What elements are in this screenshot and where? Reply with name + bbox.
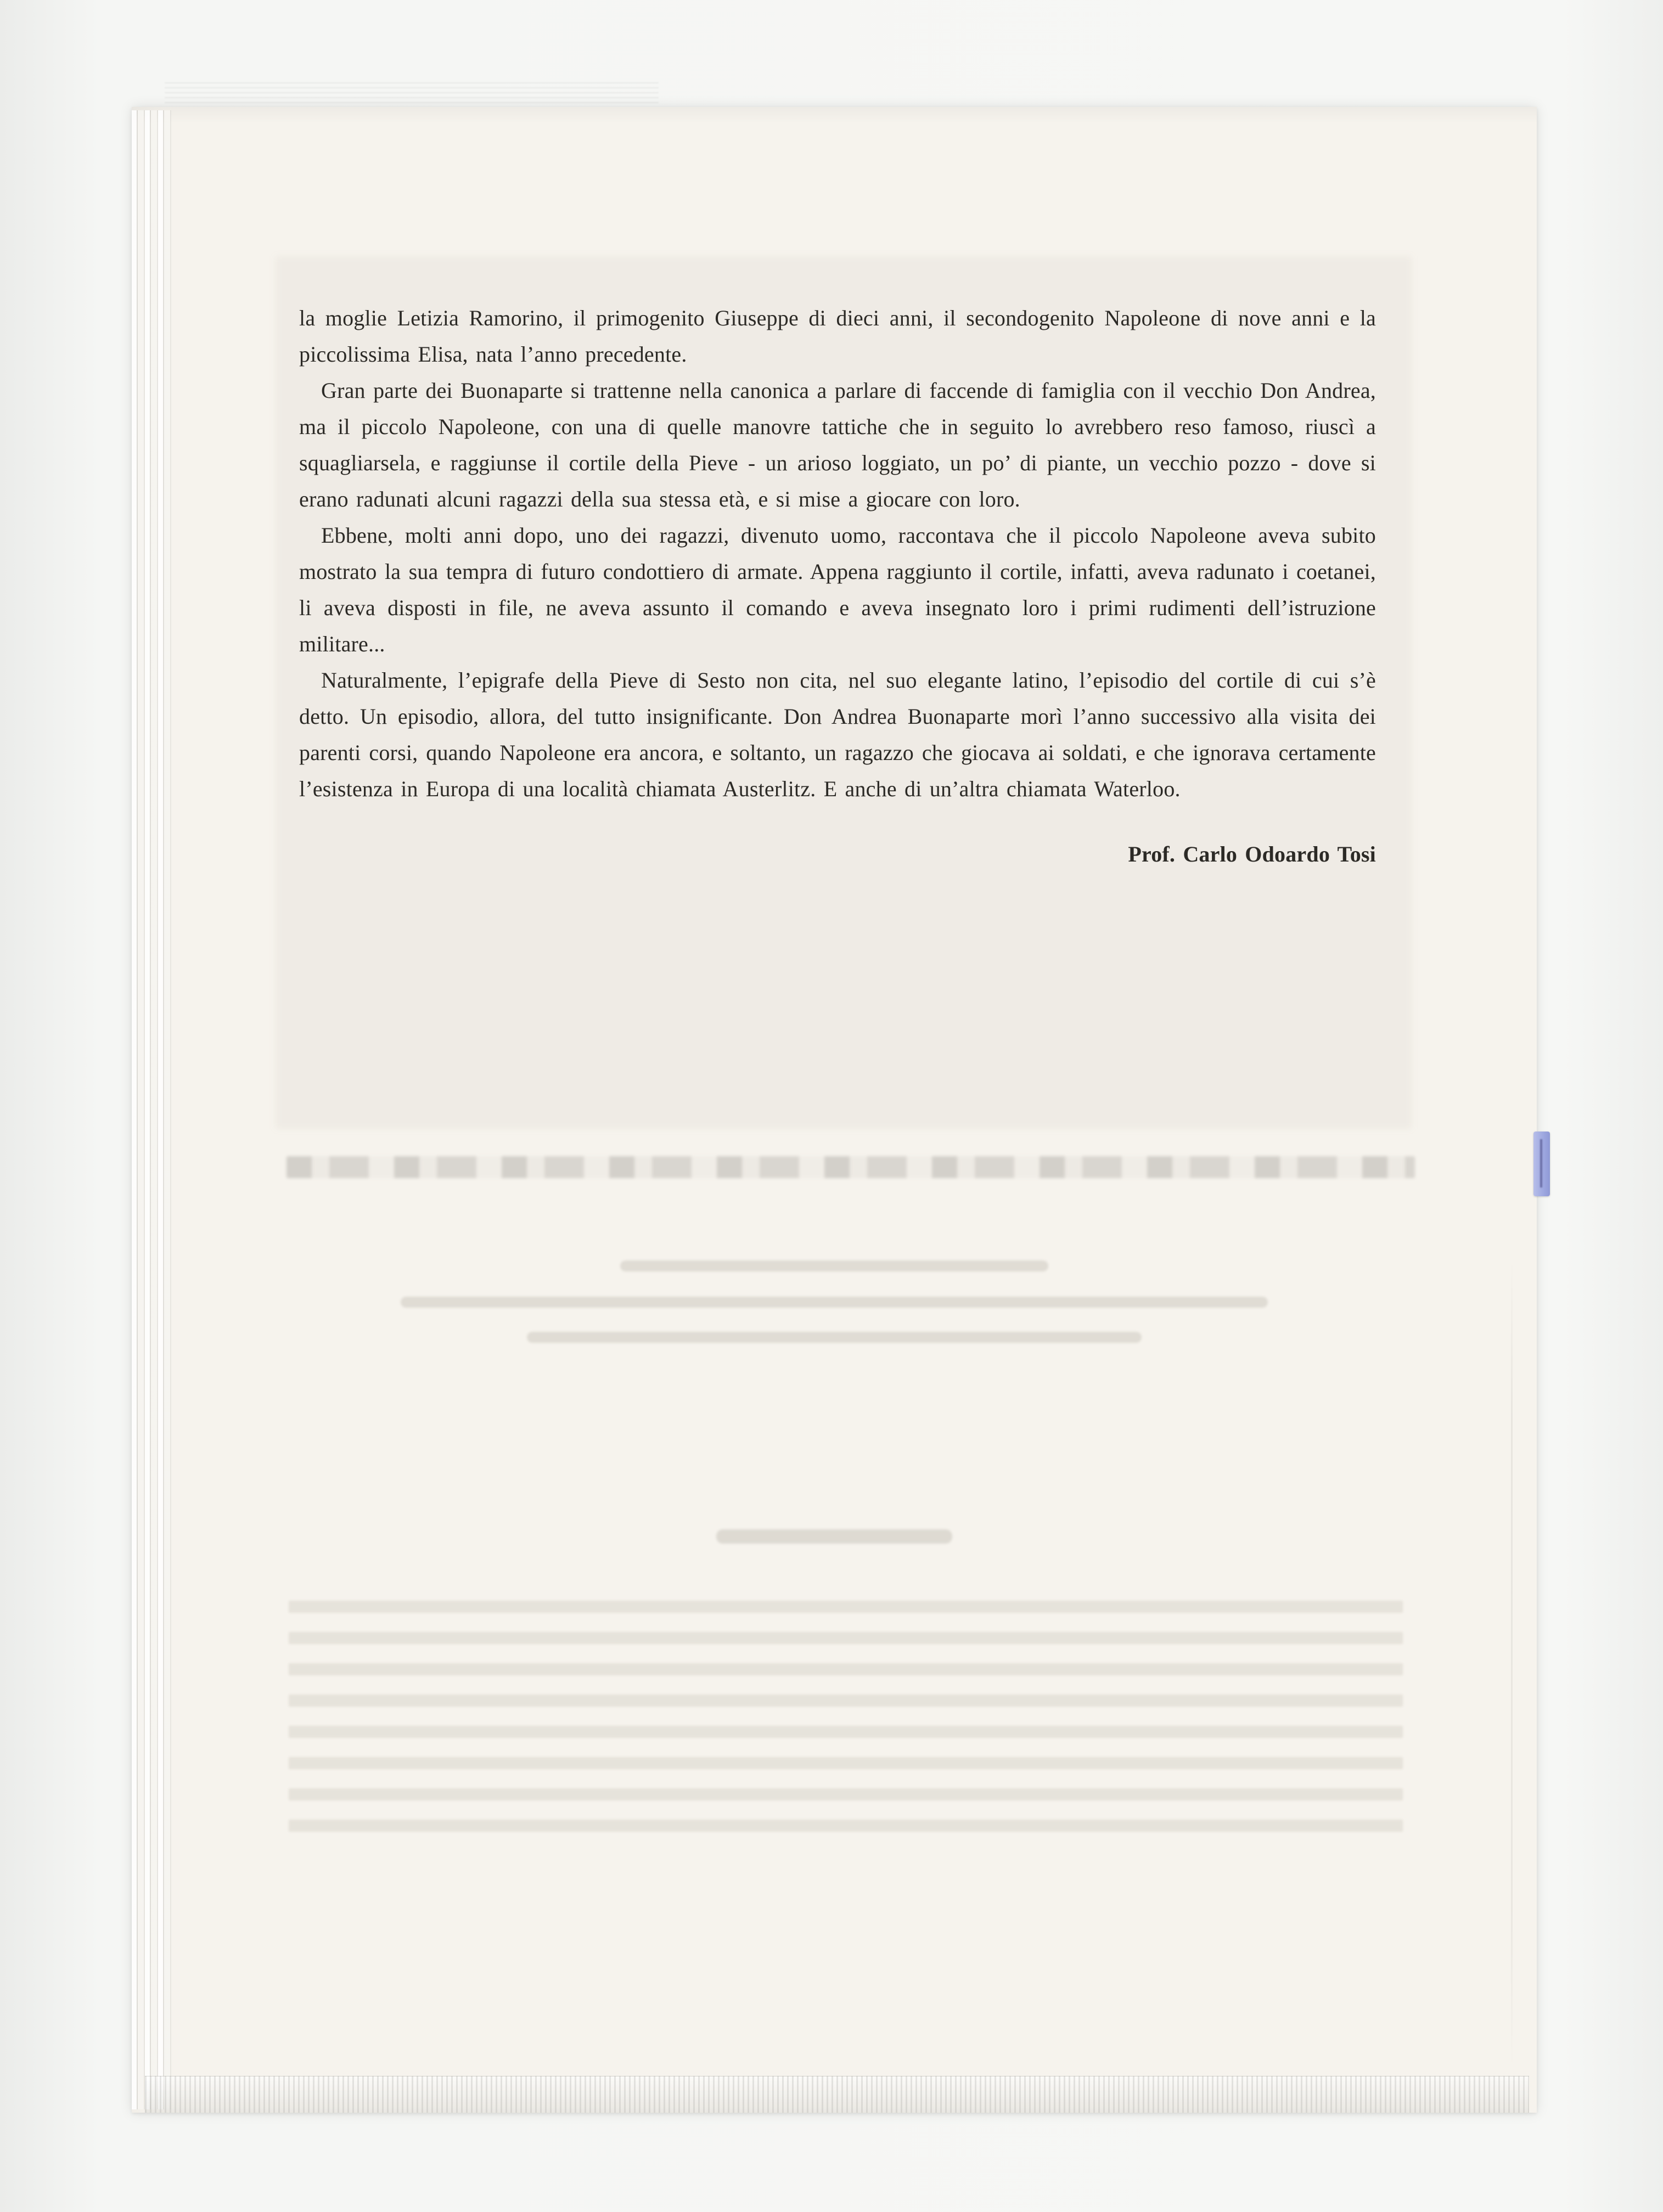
- bleedthrough-caption-line: [401, 1297, 1268, 1308]
- text-block: [299, 300, 1376, 868]
- sleeve-edge-bottom: [145, 2076, 1529, 2113]
- paragraph: Ebbene, molti anni dopo, uno dei ragazzi, divenuto uomo, raccontava che il piccolo Napoleone aveva subito mostrato la sua tempra di futuro condottiero di armate. Appena raggiunto il cortile, infatti, aveva radunato i coetanei, li aveva disposti in file, ne aveva assunto il comando e aveva insegnato loro i primi rudimenti dell’istruzione militare...: [299, 523, 1376, 656]
- paragraph: Naturalmente, l’epigrafe della Pieve di Sesto non cita, nel suo elegante latino, l’episodio del cortile di cui s’è detto. Un episodio, allora, del tutto insignificante. Don Andrea Buonaparte morì l’anno successivo alla visita dei parenti corsi, quando Napoleone era ancora, e soltanto, un ragazzo che giocava ai soldati, e che ignorava certamente l’esistenza in Europa di una località chiamata Austerlitz. E anche di un’altra chiamata Waterloo.: [299, 668, 1376, 801]
- bleedthrough-caption-line: [620, 1260, 1048, 1271]
- bleedthrough-smudged-line: [286, 1156, 1415, 1178]
- author-signature: Prof. Carlo Odoardo Tosi: [1128, 842, 1376, 866]
- bleedthrough-paragraphs: [289, 1601, 1403, 1849]
- scanner-artifact-streaks: [165, 82, 659, 103]
- paragraph: Gran parte dei Buonaparte si trattenne nella canonica a parlare di faccende di famiglia con il vecchio Don Andrea, ma il piccolo Napoleone, con una di quelle manovre tattiche che in seguito lo avrebbero reso famoso, riuscì a squagliarsela, e raggiunse il cortile della Pieve - un arioso loggiato, un po’ di piante, un vecchio pozzo - dove si erano radunati alcuni ragazzi della sua stessa età, e si mise a giocare con loro.: [299, 378, 1376, 511]
- bleedthrough-caption-line: [527, 1332, 1142, 1343]
- paragraph-continuation: la moglie Letizia Ramorino, il primogenito Giuseppe di dieci anni, il secondogenito Napoleone di nove anni e la piccolissima Elisa, nata l’anno precedente.: [299, 306, 1376, 367]
- paper-crease: [1511, 1259, 1513, 2069]
- sleeve-edge-left: [132, 110, 171, 2109]
- bleedthrough-heading: [716, 1529, 952, 1544]
- blue-tab-sticker: [1533, 1132, 1550, 1196]
- paper-sheet: [132, 107, 1537, 2113]
